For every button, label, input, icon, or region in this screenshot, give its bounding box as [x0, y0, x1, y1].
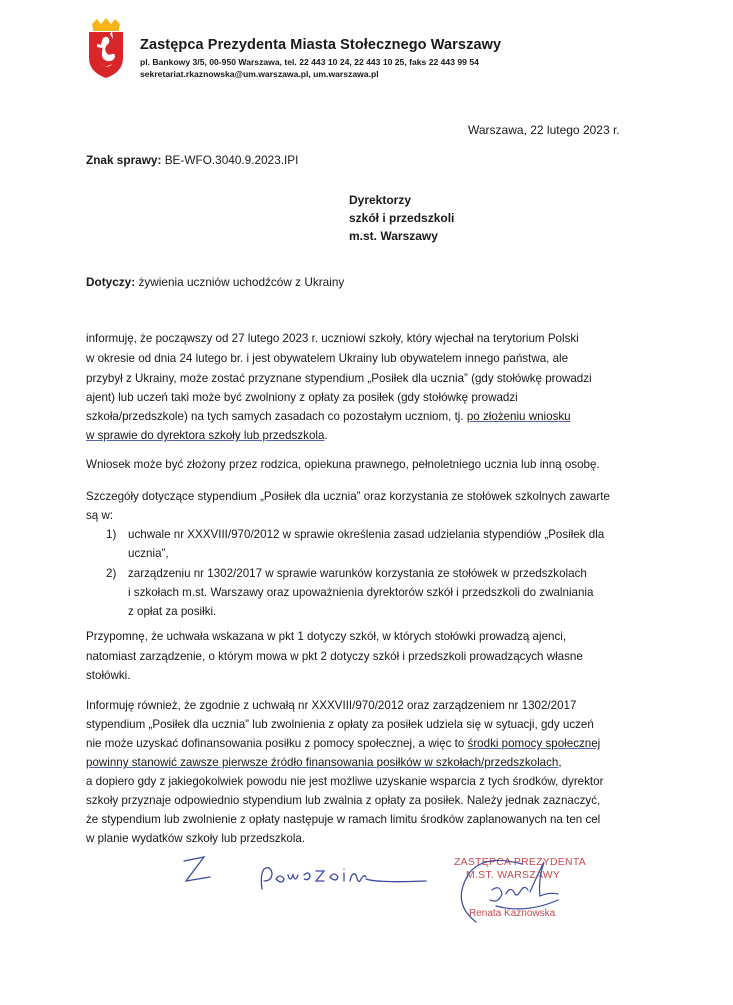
- paragraph-1-line-3: przybył z Ukrainy, może zostać przyznane stypendium „Posiłek dla ucznia” (gdy stołówkę prowadzi: [86, 372, 592, 385]
- list-item-2-line-1: zarządzeniu nr 1302/2017 w sprawie warunków korzystania ze stołówek w przedszkolach: [128, 567, 587, 580]
- list-item-1-line-2: ucznia”,: [128, 547, 169, 560]
- paragraph-1-end: .: [324, 429, 328, 442]
- underlined-phrase-1a: po złożeniu wniosku: [466, 410, 571, 423]
- underlined-phrase-5a: środki pomocy społecznej: [467, 737, 601, 750]
- paragraph-5-line-1: Informuję również, że zgodnie z uchwałą nr XXXVIII/970/2012 oraz zarządzeniem nr 1302/2017: [86, 699, 577, 712]
- addressee-line-1: Dyrektorzy: [349, 193, 412, 207]
- paragraph-1-line-5: [86, 410, 571, 423]
- stamp-line-2: M.ST. WARSZAWY: [466, 870, 561, 881]
- signatory-name: Renata Kaznowska: [469, 908, 556, 919]
- paragraph-1-line-6: [86, 429, 328, 442]
- paragraph-1-line-2: w okresie od dnia 24 lutego br. i jest obywatelem Ukrainy lub obywatelem innego państwa, ale: [86, 352, 569, 365]
- reference-value: BE-WFO.3040.9.2023.IPI: [164, 153, 299, 167]
- addressee-line-2: szkół i przedszkoli: [349, 211, 455, 225]
- stamp-line-1: ZASTĘPCA PREZYDENTA: [454, 857, 586, 868]
- paragraph-5-line-3-text: nie może uzyskać dofinansowania posiłku z pomocy społecznej, a więc to: [86, 737, 465, 750]
- paragraph-5-line-8: w planie wydatków szkoły lub przedszkola.: [86, 832, 306, 845]
- paragraph-4-line-2: natomiast zarządzenie, o którym mowa w pkt 2 dotyczy szkół i przedszkoli prowadzących własne: [86, 650, 583, 663]
- underlined-phrase-1b: w sprawie do dyrektora szkoły lub przedszkola: [86, 429, 325, 442]
- paragraph-4-line-1: Przypomnę, że uchwała wskazana w pkt 1 dotyczy szkół, w których stołówki prowadzą ajenci,: [86, 630, 567, 643]
- subject-value: żywienia uczniów uchodźców z Ukrainy: [138, 275, 345, 289]
- list-item-1-line-1: uchwale nr XXXVIII/970/2012 w sprawie określenia zasad udzielania stypendiów „Posiłek dla: [128, 528, 605, 541]
- paragraph-5-line-2: stypendium „Posiłek dla ucznia” lub zwolnienia z opłaty za posiłek udziela się w sytuacji, gdy uczeń: [86, 718, 594, 731]
- addressee-line-3: m.st. Warszawy: [349, 229, 438, 243]
- list-item-2-line-2: i szkołach m.st. Warszawy oraz upoważnienia dyrektorów szkół i przedszkoli do zwalniania: [128, 586, 594, 599]
- list-item-2-line-3: z opłat za posiłki.: [128, 605, 217, 618]
- paragraph-5-line-4: [86, 756, 562, 769]
- paragraph-4-line-3: stołówki.: [86, 669, 131, 682]
- header-contact: sekretariat.rkaznowska@um.warszawa.pl, um.warszawa.pl: [140, 69, 379, 79]
- paragraph-5-comma: ,: [558, 756, 562, 769]
- paragraph-1-line-5-text: szkoła/przedszkole) na tych samych zasadach co pozostałym uczniom, tj.: [86, 410, 464, 423]
- list-item-2-number: 2): [106, 567, 117, 580]
- paragraph-1-line-1: informuję, że począwszy od 27 lutego 2023 r. uczniowi szkoły, który wjechał na terytorium Polski: [86, 332, 579, 345]
- paragraph-1-line-4: ajent) lub uczeń taki może być zwolniony z opłaty za posiłek (gdy stołówkę prowadzi: [86, 391, 518, 404]
- paragraph-3-line-2: są w:: [86, 509, 114, 522]
- header-title: Zastępca Prezydenta Miasta Stołecznego Warszawy: [140, 37, 502, 53]
- paragraph-5-line-6: szkoły przyznaje odpowiednio stypendium lub zwalnia z opłaty za posiłek. Należy jednak zaznaczyć,: [86, 794, 601, 807]
- handwritten-closing: [170, 845, 430, 905]
- header-address: pl. Bankowy 3/5, 00-950 Warszawa, tel. 22 443 10 24, 22 443 10 25, faks 22 443 99 54: [140, 57, 479, 67]
- reference-number: [86, 153, 298, 167]
- subject-label: Dotyczy:: [86, 275, 136, 289]
- paragraph-5-line-3: [86, 737, 600, 750]
- list-item-1-number: 1): [106, 528, 117, 541]
- warsaw-coat-of-arms-icon: [86, 18, 126, 80]
- letter-date: Warszawa, 22 lutego 2023 r.: [468, 123, 620, 137]
- reference-label: Znak sprawy:: [86, 153, 162, 167]
- subject-line: [86, 275, 344, 289]
- paragraph-2: Wniosek może być złożony przez rodzica, opiekuna prawnego, pełnoletniego ucznia lub inną osobę.: [86, 458, 600, 471]
- paragraph-3-line-1: Szczegóły dotyczące stypendium „Posiłek dla ucznia” oraz korzystania ze stołówek szkolnych zawarte: [86, 490, 610, 503]
- paragraph-5-line-7: że stypendium lub zwolnienie z opłaty następuje w ramach limitu środków zaplanowanych na ten cel: [86, 813, 601, 826]
- underlined-phrase-5b: powinny stanowić zawsze pierwsze źródło finansowania posiłków w szkołach/przedszkolach: [86, 756, 559, 769]
- paragraph-5-line-5: a dopiero gdy z jakiegokolwiek powodu nie jest możliwe uzyskanie wsparcia z tych środków, dyrektor: [86, 775, 604, 788]
